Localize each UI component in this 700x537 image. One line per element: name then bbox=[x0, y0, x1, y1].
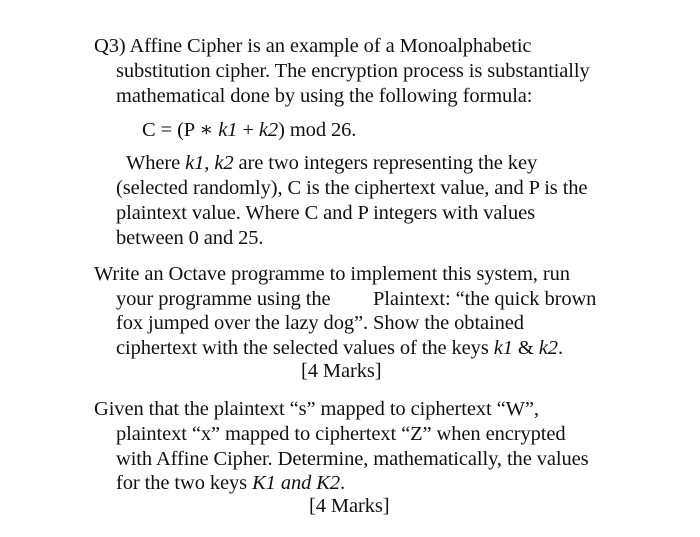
part2-line-4 bbox=[116, 471, 345, 495]
part1-k2: k2 bbox=[538, 337, 558, 359]
part1-amp: & bbox=[512, 337, 539, 359]
q3-line-3: mathematical done by using the following formula: bbox=[116, 85, 533, 107]
part1-keys-post: . bbox=[557, 337, 563, 359]
where-line-1 bbox=[126, 151, 537, 175]
part1-marks: [4 Marks] bbox=[301, 360, 382, 382]
where-post: are two integers representing the key bbox=[233, 152, 538, 174]
part1-k1: k1 bbox=[493, 337, 513, 359]
affine-formula bbox=[142, 118, 356, 142]
part1-line-3: fox jumped over the lazy dog”. Show the obtained bbox=[116, 312, 524, 334]
part2-keys-post: . bbox=[340, 472, 346, 494]
part1-keys-pre: ciphertext with the selected values of the keys bbox=[116, 337, 494, 359]
formula-k2: k2 bbox=[258, 119, 279, 141]
part1-line-1: Write an Octave programme to implement this system, run bbox=[94, 263, 570, 285]
where-line-3: plaintext value. Where C and P integers with values bbox=[116, 202, 536, 224]
where-line-2: (selected randomly), C is the ciphertext value, and P is the bbox=[116, 177, 588, 199]
q3-line-2: substitution cipher. The encryption process is substantially bbox=[116, 60, 590, 82]
formula-k1: k1 bbox=[218, 119, 238, 141]
formula-post: ) mod 26. bbox=[278, 119, 357, 141]
where-pre: Where bbox=[126, 152, 186, 174]
part2-line-1: Given that the plaintext “s” mapped to ciphertext “W”, bbox=[94, 398, 539, 420]
part2-line-3: with Affine Cipher. Determine, mathematically, the values bbox=[116, 448, 589, 470]
formula-mid: + bbox=[237, 119, 259, 141]
part1-line-2a: your programme using the bbox=[116, 288, 331, 310]
part2-keys-pre: for the two keys bbox=[116, 472, 253, 494]
formula-pre: C = (P ∗ bbox=[142, 119, 219, 141]
part1-line-4 bbox=[116, 336, 563, 360]
q3-line-1: Q3) Affine Cipher is an example of a Monoalphabetic bbox=[94, 35, 532, 57]
part1-line-2b: Plaintext: “the quick brown bbox=[373, 288, 597, 310]
part2-line-2: plaintext “x” mapped to ciphertext “Z” when encrypted bbox=[116, 423, 566, 445]
where-keys: k1, k2 bbox=[185, 152, 234, 174]
part2-marks: [4 Marks] bbox=[309, 495, 390, 517]
part2-keys: K1 and K2 bbox=[252, 472, 341, 494]
where-line-4: between 0 and 25. bbox=[116, 227, 264, 249]
